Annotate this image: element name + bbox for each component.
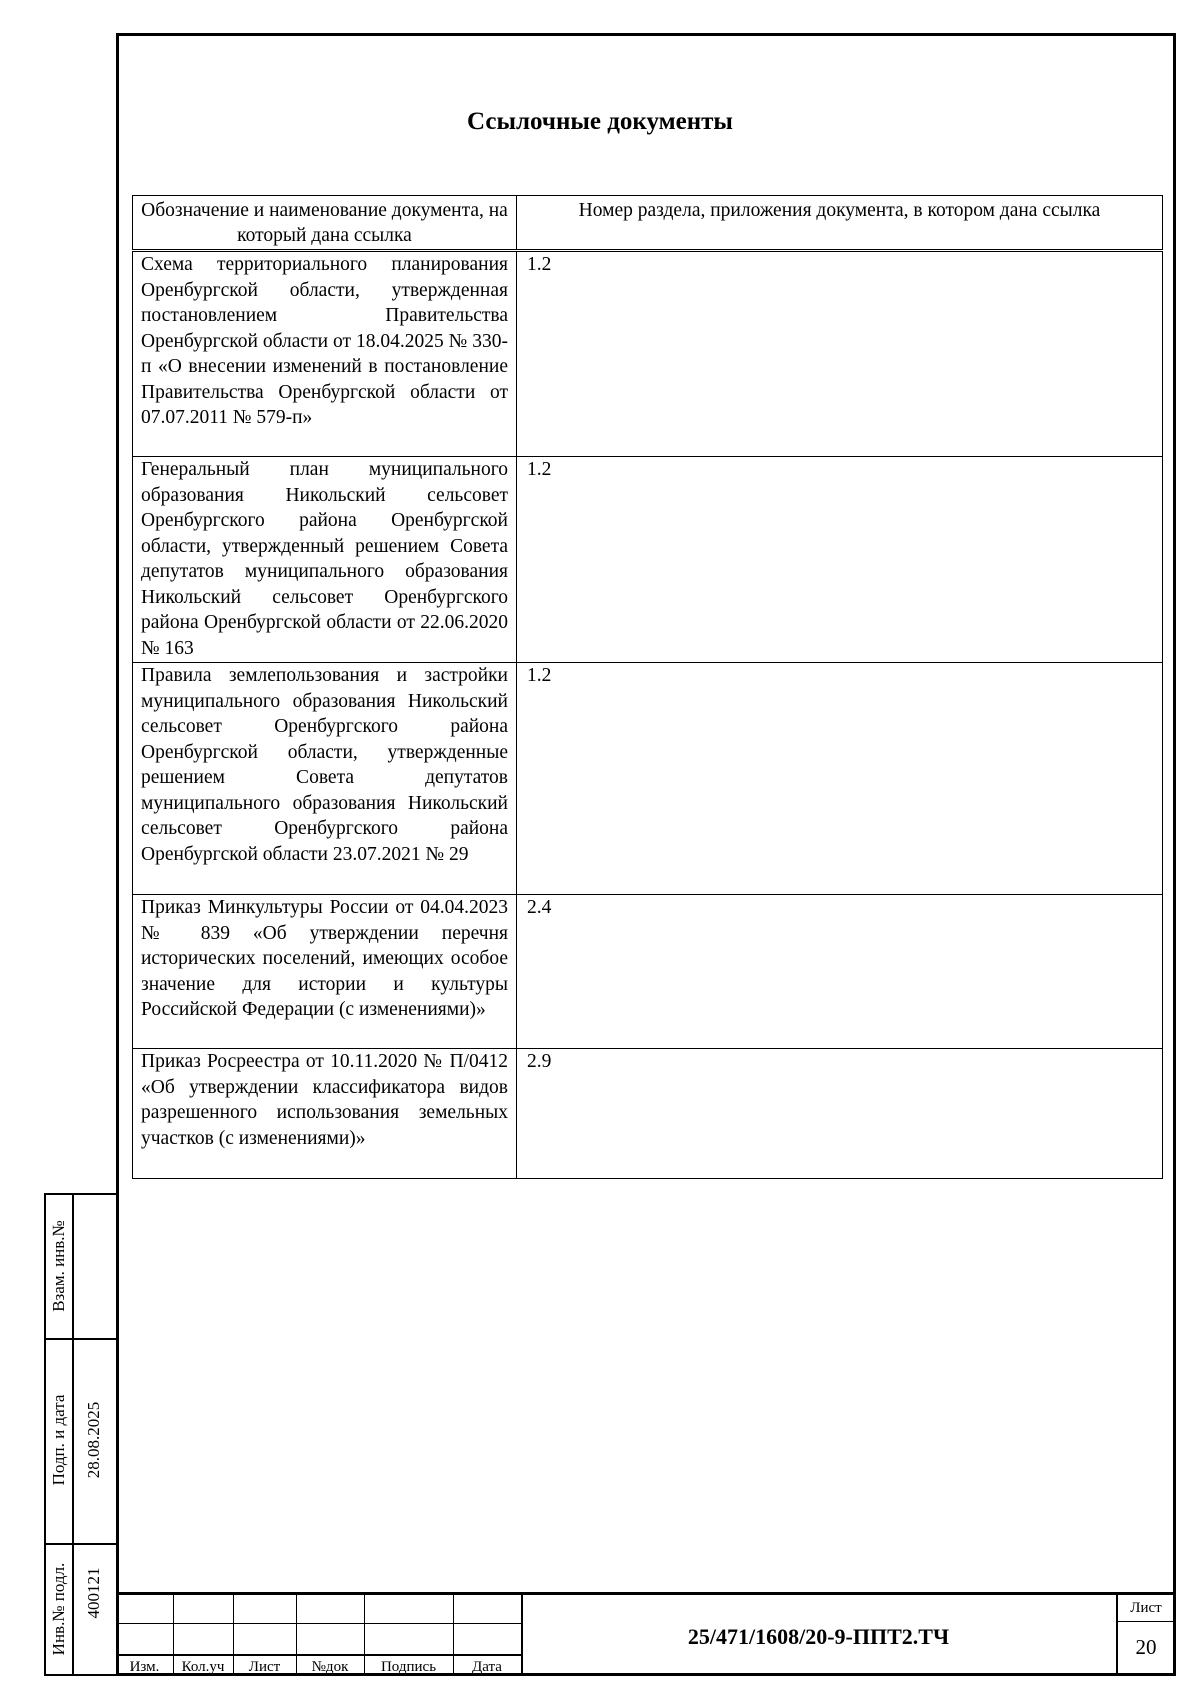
header-document: Обозначение и наименование документа, на который дана ссылка <box>133 196 517 251</box>
podp-data-label: Подп. и дата <box>49 1394 68 1486</box>
side-stamp <box>44 1193 116 1676</box>
document-cell: Правила землепользования и застройки муниципального образования Никольский сельсовет Оренбургского района Оренбургской области, утвержденные решением Совета депутатов муниципального образования Никольский сельсовет Оренбургского района Оренбургской области 23.07.2021 № 29 <box>133 663 517 895</box>
col-kol-uch: Кол.уч <box>181 1659 225 1675</box>
col-list: Лист <box>248 1659 281 1675</box>
col-podpis: Подпись <box>380 1659 437 1675</box>
sheet-label: Лист <box>1130 1600 1162 1616</box>
table-row <box>133 457 1163 663</box>
sheet-number: 20 <box>1135 1635 1157 1659</box>
section-cell: 1.2 <box>517 663 1163 895</box>
page-title: Ссылочные документы <box>467 108 733 135</box>
section-cell: 2.9 <box>517 1049 1163 1179</box>
table-row <box>133 663 1163 895</box>
header-section: Номер раздела, приложения документа, в котором дана ссылка <box>517 196 1163 251</box>
table-row <box>133 1049 1163 1179</box>
document-cell: Приказ Росреестра от 10.11.2020 № П/0412 «Об утверждении классификатора видов разрешенного использования земельных участков (с изменениями)» <box>133 1049 517 1179</box>
col-data: Дата <box>472 1659 502 1675</box>
col-ndok: №док <box>311 1659 349 1675</box>
inv-podl-cell <box>46 1543 116 1676</box>
podp-data-cell <box>46 1338 116 1545</box>
section-cell: 2.4 <box>517 895 1163 1049</box>
document-cell: Схема территориального планирования Оренбургской области, утвержденная постановлением Правительства Оренбургской области от 18.04.2025 № 330-п «О внесении изменений в постановление Правительства Оренбургской области от 07.07.2011 № 579-п» <box>133 251 517 457</box>
document-cell: Приказ Минкультуры России от 04.04.2023 № 839 «Об утверждении перечня исторических поселений, имеющих особое значение для истории и культуры Российской Федерации (с изменениями)» <box>133 895 517 1049</box>
inv-podl-value: 400121 <box>84 1567 103 1619</box>
title-block <box>116 1592 1176 1676</box>
col-izm: Изм. <box>129 1659 160 1675</box>
table-header-row <box>133 196 1163 251</box>
vzam-inv-label: Взам. инв.№ <box>49 1220 68 1312</box>
document-cell: Генеральный план муниципального образования Никольский сельсовет Оренбургского района Оренбургской области, утвержденный решением Совета депутатов муниципального образования Никольский сельсовет Оренбургского района Оренбургской области от 22.06.2020 № 163 <box>133 457 517 663</box>
document-code: 25/471/1608/20-9-ППТ2.ТЧ <box>687 1624 950 1649</box>
table-row <box>133 895 1163 1049</box>
vzam-inv-cell <box>46 1195 116 1340</box>
table-row <box>133 251 1163 457</box>
section-cell: 1.2 <box>517 251 1163 457</box>
section-cell: 1.2 <box>517 457 1163 663</box>
references-table <box>132 195 1163 1179</box>
inv-podl-label: Инв.№ подл. <box>49 1562 68 1656</box>
podp-data-value: 28.08.2025 <box>84 1401 103 1479</box>
